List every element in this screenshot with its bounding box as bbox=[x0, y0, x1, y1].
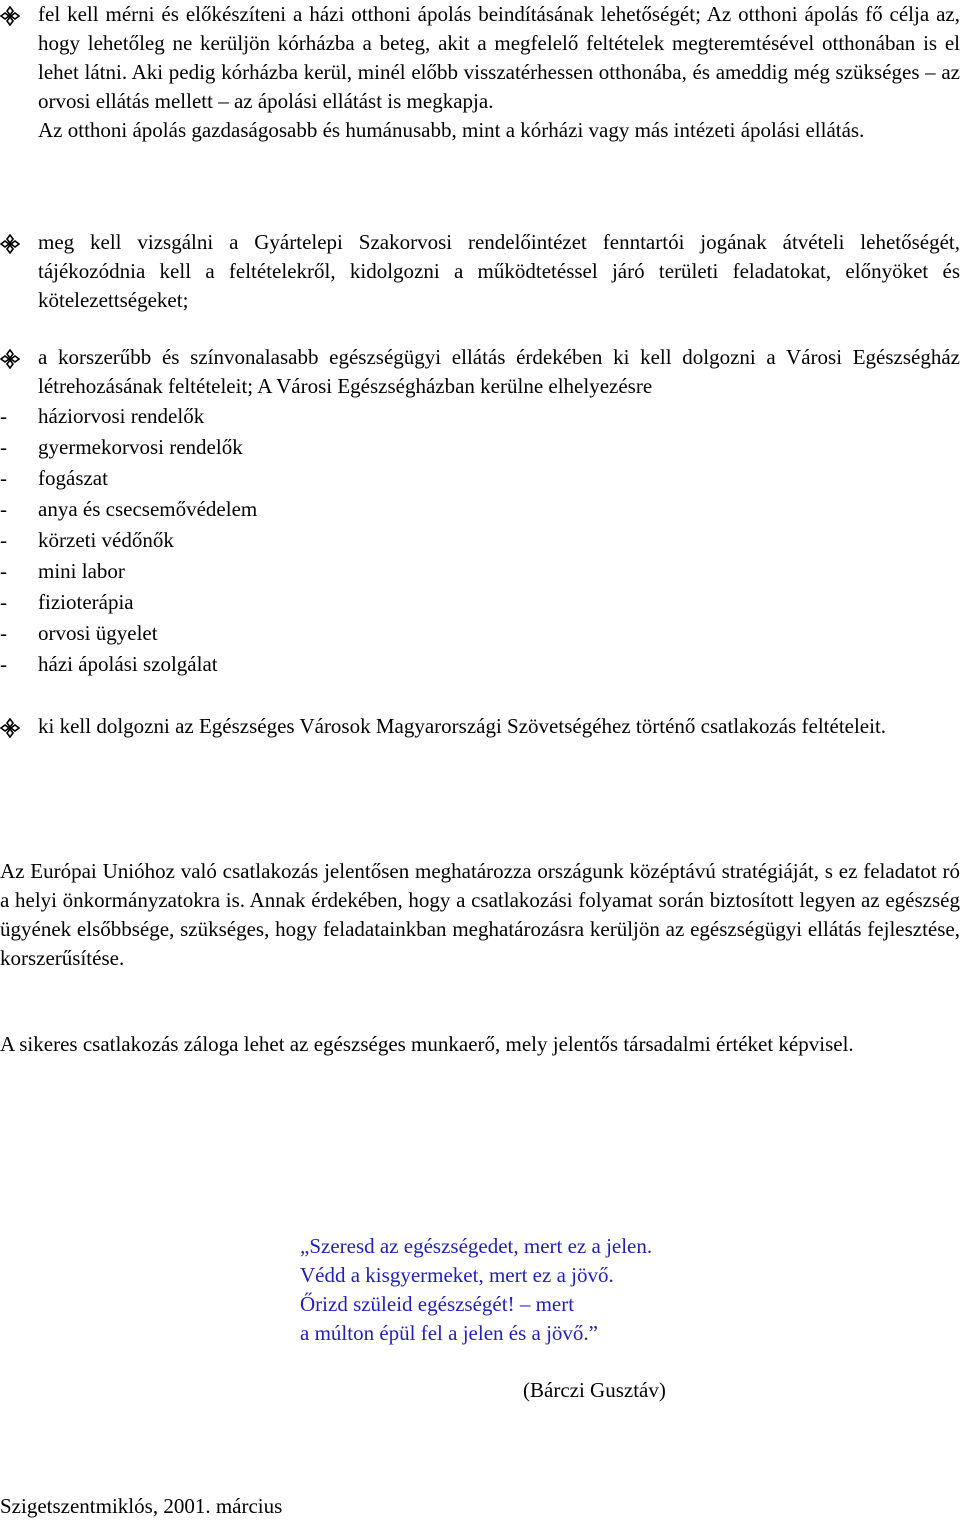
list-item bbox=[0, 463, 960, 494]
bullet-text bbox=[38, 0, 960, 145]
place-and-date: Szigetszentmiklós, 2001. március bbox=[0, 1494, 283, 1518]
diamond-bullet-icon bbox=[0, 5, 20, 25]
bullet-paragraph: ki kell dolgozni az Egészséges Városok Magyarországi Szövetségéhez történő csatlakozás feltételeit. bbox=[38, 714, 887, 738]
list-item-text: házi ápolási szolgálat bbox=[38, 652, 218, 676]
list-item-text: körzeti védőnők bbox=[38, 528, 174, 552]
diamond-bullet-icon bbox=[0, 348, 20, 368]
dash-marker: - bbox=[0, 404, 7, 428]
dash-marker: - bbox=[0, 497, 7, 521]
list-item bbox=[0, 649, 960, 680]
list-item-text: mini labor bbox=[38, 559, 125, 583]
bullet-item-home-care bbox=[0, 0, 960, 145]
dash-marker: - bbox=[0, 528, 7, 552]
bullet-text bbox=[38, 712, 960, 741]
dash-marker: - bbox=[0, 435, 7, 459]
dash-marker: - bbox=[0, 559, 7, 583]
body-paragraph-eu-accession: Az Európai Unióhoz való csatlakozás jelentősen meghatározza országunk középtávú stratégiáját, s ez feladatot ró a helyi önkormányzatokra is. Annak érdekében, hogy a csatlakozási folyamat során biztosított legyen az egészség ügyének elsőbbsége, szükséges, hogy feladatainkban meghatározásra kerüljön az egészségügyi ellátás fejlesztése, korszerűsítése. bbox=[0, 859, 960, 970]
list-item-text: háziorvosi rendelők bbox=[38, 404, 205, 428]
quote-line: a múlton épül fel a jelen és a jövő.” bbox=[300, 1321, 598, 1345]
bullet-item-healthy-cities bbox=[0, 712, 960, 741]
bullet-text bbox=[38, 343, 960, 401]
dash-marker: - bbox=[0, 621, 7, 645]
list-item-text: anya és csecsemővédelem bbox=[38, 497, 258, 521]
list-item bbox=[0, 401, 960, 432]
quote-author: (Bárczi Gusztáv) bbox=[523, 1378, 666, 1402]
list-item bbox=[0, 525, 960, 556]
quote-line: Védd a kisgyermeket, mert ez a jövő. bbox=[300, 1263, 614, 1287]
bullet-paragraph: fel kell mérni és előkészíteni a házi otthoni ápolás beindításának lehetőségét; Az otthoni ápolás fő célja az, hogy lehetőleg ne kerüljön kórházba a beteg, akit a megfelelő feltételek megteremtésével otthonában is el lehet látni. Aki pedig kórházba kerül, minél előbb visszatérhessen otthonába, és ameddig még szükséges – az orvosi ellátás mellett – az ápolási ellátást is megkapja. bbox=[38, 2, 960, 113]
list-item bbox=[0, 618, 960, 649]
list-item bbox=[0, 587, 960, 618]
list-item-text: orvosi ügyelet bbox=[38, 621, 158, 645]
list-item-text: gyermekorvosi rendelők bbox=[38, 435, 243, 459]
list-item bbox=[0, 432, 960, 463]
list-item bbox=[0, 494, 960, 525]
list-item-text: fogászat bbox=[38, 466, 108, 490]
bullet-item-outpatient-clinic bbox=[0, 228, 960, 315]
dash-marker: - bbox=[0, 590, 7, 614]
diamond-bullet-icon bbox=[0, 717, 20, 737]
bullet-paragraph: a korszerűbb és színvonalasabb egészségügyi ellátás érdekében ki kell dolgozni a Városi Egészségház létrehozásának feltételeit; A Városi Egészségházban kerülne elhelyezésre bbox=[38, 345, 960, 398]
bullet-item-health-house bbox=[0, 343, 960, 680]
list-item bbox=[0, 556, 960, 587]
dash-marker: - bbox=[0, 466, 7, 490]
facility-list bbox=[0, 401, 960, 680]
body-paragraph-healthy-workforce: A sikeres csatlakozás záloga lehet az egészséges munkaerő, mely jelentős társadalmi értéket képvisel. bbox=[0, 1032, 854, 1056]
quote-line: „Szeresd az egészségedet, mert ez a jelen. bbox=[300, 1234, 653, 1258]
bullet-paragraph: Az otthoni ápolás gazdaságosabb és humánusabb, mint a kórházi vagy más intézeti ápolási ellátás. bbox=[38, 118, 865, 142]
bullet-paragraph: meg kell vizsgálni a Gyártelepi Szakorvosi rendelőintézet fenntartói jogának átvételi lehetőségét, tájékozódnia kell a feltételekről, kidolgozni a működtetéssel járó területi feladatokat, előnyöket és kötelezettségeket; bbox=[38, 230, 960, 312]
dash-marker: - bbox=[0, 652, 7, 676]
list-item-text: fizioterápia bbox=[38, 590, 134, 614]
bullet-text bbox=[38, 228, 960, 315]
quote-line: Őrizd szüleid egészségét! – mert bbox=[300, 1292, 575, 1316]
diamond-bullet-icon bbox=[0, 233, 20, 253]
motto-quote bbox=[300, 1232, 652, 1348]
